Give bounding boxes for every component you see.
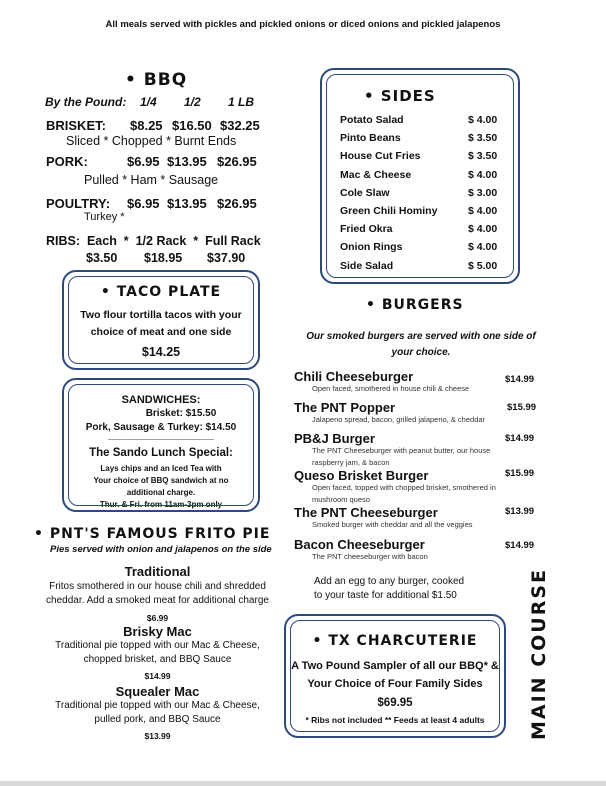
burger-price: $14.99 — [505, 540, 535, 551]
side-item-name: Onion Rings — [340, 241, 403, 254]
page-bottom-bar — [0, 781, 606, 786]
pound-label: 1 LB — [228, 95, 255, 109]
burger-price: $13.99 — [505, 506, 535, 517]
side-item-price: $ 4.00 — [468, 204, 498, 217]
frito-item-squealer — [40, 684, 275, 741]
pork-p2: $13.95 — [167, 154, 207, 169]
side-item-name: Potato Salad — [340, 114, 404, 126]
charcuterie-l2: Your Choice of Four Family Sides — [307, 678, 483, 690]
charcuterie-title: • TX CHARCUTERIE — [312, 633, 478, 649]
sando-lunch-title: The Sando Lunch Special: — [89, 447, 233, 459]
quarter-label: 1/4 — [140, 95, 157, 109]
side-item-price: $ 5.00 — [468, 259, 498, 272]
burger-price: $15.99 — [505, 468, 535, 479]
pork-name: PORK: — [46, 154, 88, 169]
ribs-line: RIBS: Each * 1/2 Rack * Full Rack — [46, 234, 261, 248]
burger-desc: Jalapeno spread, bacon, grilled jalapeno, & cheddar — [312, 415, 486, 424]
half-label: 1/2 — [184, 95, 201, 109]
frito-item-traditional — [40, 564, 275, 623]
pork-p3: $26.95 — [217, 154, 257, 169]
frito-item-desc1: Fritos smothered in our house chili and shredded — [49, 581, 266, 592]
frito-title: • PNT'S FAMOUS FRITO PIE — [34, 526, 271, 542]
header-note: All meals served with pickles and pickled onions or diced onions and pickled jalapenos — [105, 19, 501, 30]
burger-name: The PNT Cheeseburger — [294, 505, 438, 520]
side-item-price: $ 4.00 — [468, 223, 498, 236]
burger-desc: Smoked burger with cheddar and all the veggies — [312, 520, 473, 529]
burger-item — [294, 468, 544, 504]
side-item — [340, 260, 510, 278]
burger-item — [294, 431, 544, 467]
side-item-name: Side Salad — [340, 259, 394, 272]
taco-line1: Two flour tortilla tacos with your — [80, 309, 242, 321]
poultry-name: POULTRY: — [46, 196, 111, 211]
taco-price: $14.25 — [141, 345, 181, 359]
side-item-price: $ 3.00 — [468, 186, 498, 199]
frito-item-desc2: cheddar. Add a smoked meat for additional charge — [46, 595, 269, 606]
burger-price: $14.99 — [505, 433, 535, 444]
charcuterie-box — [284, 614, 506, 738]
taco-title: • TACO PLATE — [100, 284, 222, 300]
poultry-p3: $26.95 — [217, 196, 257, 211]
ribs-p1: $3.50 — [86, 251, 118, 265]
burger-item — [294, 537, 544, 561]
pork-p1: $6.95 — [127, 154, 160, 169]
frito-item-price: $6.99 — [146, 613, 169, 623]
frito-item-price: $14.99 — [144, 671, 171, 681]
burgers-intro2: your choice. — [391, 347, 451, 358]
sandwich-pork: Pork, Sausage & Turkey: $14.50 — [85, 422, 237, 433]
charcuterie-note: * Ribs not included ** Feeds at least 4 adults — [305, 715, 485, 725]
sandwiches-title: SANDWICHES: — [121, 394, 201, 406]
sides-title: • SIDES — [364, 87, 436, 105]
egg-note-2: to your taste for additional $1.50 — [314, 590, 457, 601]
frito-item-name: Squealer Mac — [115, 684, 200, 699]
side-item — [340, 187, 510, 205]
side-item-price: $ 4.00 — [468, 241, 498, 254]
burger-name: PB&J Burger — [294, 431, 375, 446]
side-item-price: $ 3.50 — [468, 132, 498, 145]
burger-name: Chili Cheeseburger — [294, 369, 414, 384]
side-item-name: Mac & Cheese — [340, 168, 412, 181]
pork-sub: Pulled * Ham * Sausage — [84, 173, 219, 187]
frito-item-desc2: chopped brisket, and BBQ Sauce — [83, 654, 232, 665]
burger-item — [294, 505, 544, 529]
by-pound-label: By the Pound: — [45, 95, 127, 109]
bbq-pork — [46, 154, 276, 169]
sandwiches-box — [62, 378, 260, 512]
brisket-sub: Sliced * Chopped * Burnt Ends — [66, 134, 237, 148]
side-item-price: $ 4.00 — [468, 168, 498, 181]
sando-l1: Lays chips and an Iced Tea with — [100, 464, 222, 473]
brisket-p2: $16.50 — [172, 118, 212, 133]
side-item-name: Pinto Beans — [340, 132, 401, 145]
frito-item-name: Brisky Mac — [123, 624, 192, 639]
burgers-title: • BURGERS — [366, 297, 464, 313]
bbq-brisket — [46, 118, 276, 133]
burger-price: $15.99 — [507, 402, 537, 413]
sando-l3: additional charge. — [126, 488, 196, 497]
bbq-poultry — [46, 196, 276, 211]
burger-desc-2: raspberry jam, & bacon — [312, 458, 390, 467]
brisket-p1: $8.25 — [130, 118, 163, 133]
side-item-price: $ 4.00 — [468, 114, 498, 126]
side-item-name: House Cut Fries — [340, 150, 421, 163]
burger-item — [294, 369, 544, 393]
burger-desc-2: mushroom queso — [312, 495, 370, 504]
burger-name: The PNT Popper — [294, 400, 396, 415]
poultry-sub: Turkey * — [84, 211, 125, 223]
sando-l2: Your choice of BBQ sandwich at no — [93, 476, 229, 485]
sando-l4: Thur. & Fri. from 11am-3pm only — [99, 500, 223, 509]
charcuterie-price: $69.95 — [377, 697, 413, 709]
side-item — [340, 169, 510, 187]
bbq-title: • BBQ — [125, 70, 188, 90]
side-item — [340, 223, 510, 241]
side-item-name: Cole Slaw — [340, 186, 390, 199]
charcuterie-l1: A Two Pound Sampler of all our BBQ* & — [291, 660, 499, 672]
sandwich-divider: ___________________ — [108, 430, 214, 441]
poultry-p2: $13.95 — [167, 196, 207, 211]
burger-item — [294, 400, 544, 424]
burgers-intro1: Our smoked burgers are served with one side of — [306, 331, 536, 342]
frito-item-desc1: Traditional pie topped with our Mac & Cheese, — [55, 700, 260, 711]
side-item-name: Green Chili Hominy — [340, 204, 438, 217]
sandwich-brisket: Brisket: $15.50 — [145, 408, 217, 419]
burger-name: Bacon Cheeseburger — [294, 537, 425, 552]
main-course-label: MAIN COURSE — [528, 567, 550, 740]
burger-name: Queso Brisket Burger — [294, 468, 429, 483]
side-item — [340, 114, 510, 132]
egg-note-1: Add an egg to any burger, cooked — [314, 576, 465, 587]
frito-item-desc1: Traditional pie topped with our Mac & Cheese, — [55, 640, 260, 651]
frito-item-brisky — [40, 624, 275, 681]
burger-desc: The PNT Cheeseburger with peanut butter, our house — [312, 446, 491, 455]
burger-price: $14.99 — [505, 374, 535, 385]
poultry-p1: $6.95 — [127, 196, 160, 211]
burger-desc: Open faced, smothered in house chili & cheese — [312, 384, 470, 393]
side-item-name: Fried Okra — [340, 223, 393, 236]
sides-list — [340, 114, 510, 278]
frito-item-desc2: pulled pork, and BBQ Sauce — [94, 714, 221, 725]
side-item-price: $ 3.50 — [468, 150, 498, 163]
side-item — [340, 241, 510, 259]
side-item — [340, 205, 510, 223]
sides-box — [320, 68, 520, 284]
brisket-p3: $32.25 — [220, 118, 260, 133]
burger-desc: Open faced, topped with chopped brisket, smothered in — [312, 483, 496, 492]
burger-desc: The PNT cheeseburger with bacon — [312, 552, 428, 561]
side-item — [340, 132, 510, 150]
frito-item-name: Traditional — [124, 564, 191, 579]
taco-plate-box — [62, 270, 260, 370]
ribs-p3: $37.90 — [207, 251, 246, 265]
taco-line2: choice of meat and one side — [90, 326, 232, 338]
frito-subtitle: Pies served with onion and jalapenos on the side — [50, 544, 272, 555]
frito-item-price: $13.99 — [144, 731, 171, 741]
ribs-p2: $18.95 — [144, 251, 183, 265]
side-item — [340, 150, 510, 168]
brisket-name: BRISKET: — [46, 118, 106, 133]
